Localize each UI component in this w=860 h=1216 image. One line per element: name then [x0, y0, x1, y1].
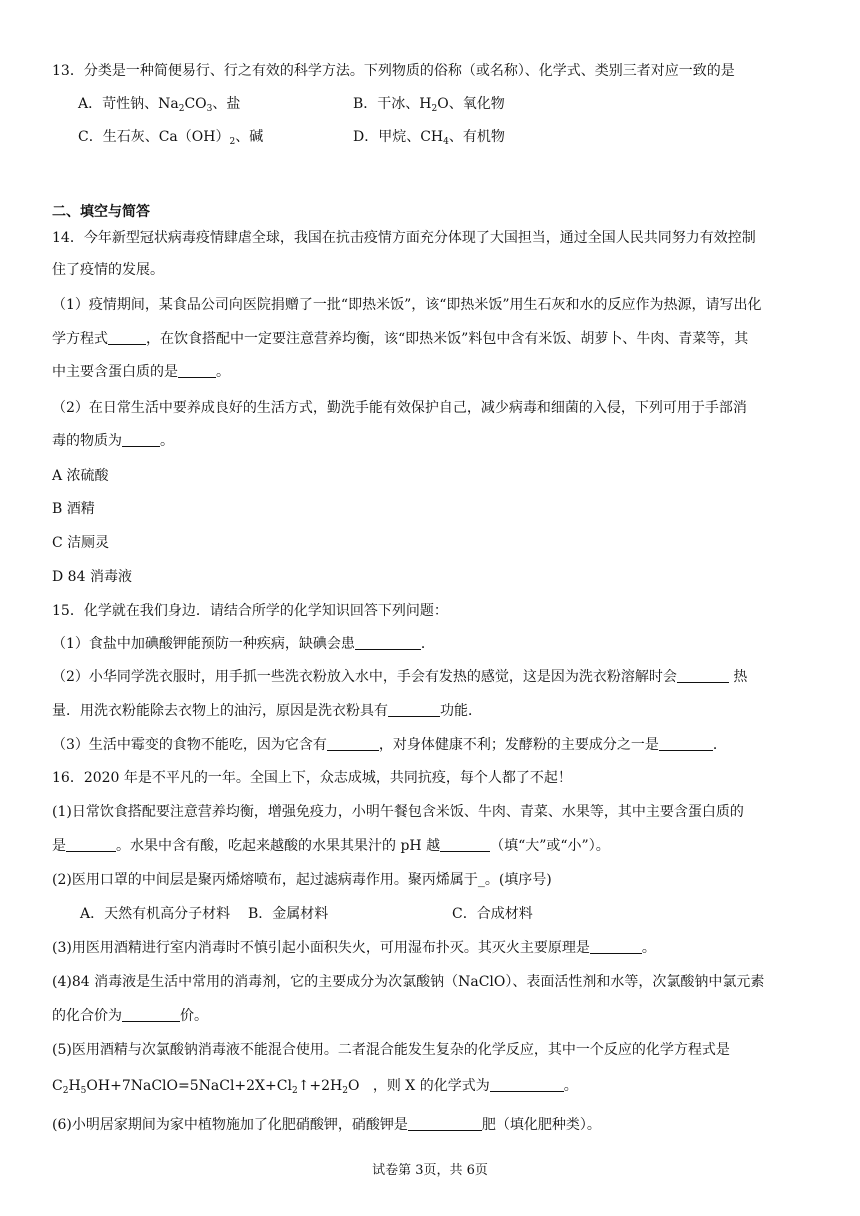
q14-part1-line1: （1）疫情期间，某食品公司向医院捐赠了一批“即热米饭”，该“即热米饭”用生石灰和水的反应作为热源，请写出化: [52, 297, 762, 313]
q16-stem: 16．2020 年是不平凡的一年。全国上下，众志成城，共同抗疫，每个人都了不起！: [52, 770, 572, 786]
q16-part2-option-c: C．合成材料: [452, 906, 533, 922]
answer-blank[interactable]: [490, 1076, 564, 1092]
answer-blank[interactable]: [66, 836, 116, 852]
q16-part5-line2: $C_2H_5OH+7NaClO=5NaCl+2X+Cl_2↑+2H_2O$ ，则 X 的化学式为 。: [52, 1078, 578, 1096]
page-footer: 试卷第 3页，共 6页: [372, 1163, 488, 1178]
q14-choice-c: C 洁厕灵: [52, 535, 110, 551]
q16-part4-line2: 的化合价为 价。: [52, 1008, 208, 1024]
q14-stem-line1: 14．今年新型冠状病毒疫情肆虐全球，我国在抗击疫情方面充分体现了大国担当，通过全国人民共同努力有效控制: [52, 230, 756, 246]
section-heading: 二、填空与简答: [52, 204, 150, 220]
q16-part2-option-b: B．金属材料: [248, 906, 329, 922]
answer-blank[interactable]: [108, 329, 146, 345]
q16-part5-line1: (5)医用酒精与次氯酸钠消毒液不能混合使用。二者混合能发生复杂的化学反应，其中一个反应的化学方程式是: [52, 1042, 730, 1058]
answer-blank[interactable]: [388, 701, 440, 717]
answer-blank[interactable]: [327, 735, 379, 751]
q13-stem: 13．分类是一种简便易行、行之有效的科学方法。下列物质的俗称（或名称）、化学式、类别三者对应一致的是: [52, 63, 735, 79]
answer-blank[interactable]: [590, 938, 642, 954]
q15-part2-line1: （2）小华同学洗衣服时，用手抓一些洗衣粉放入水中，手会有发热的感觉，这是因为洗衣粉溶解时会 热: [52, 669, 748, 685]
q13-option-c: C．生石灰、$Ca(OH)_2$、碱: [78, 129, 264, 147]
answer-blank[interactable]: [355, 634, 421, 650]
answer-blank[interactable]: [440, 836, 490, 852]
q16-part3: (3)用医用酒精进行室内消毒时不慎引起小面积失火，可用湿布扑灭。其灭火主要原理是 。: [52, 940, 656, 956]
q15-stem: 15．化学就在我们身边．请结合所学的化学知识回答下列问题：: [52, 603, 448, 619]
q14-choice-d: D 84 消毒液: [52, 569, 132, 585]
q15-part1: （1）食盐中加碘酸钾能预防一种疾病，缺碘会患 ．: [52, 636, 435, 652]
q16-part6: (6)小明居家期间为家中植物施加了化肥硝酸钾，硝酸钾是 肥（填化肥种类）。: [52, 1117, 601, 1133]
answer-blank[interactable]: [659, 735, 713, 751]
q14-stem-line2: 住了疫情的发展。: [52, 262, 164, 278]
q16-part1-line1: (1)日常饮食搭配要注意营养均衡，增强免疫力，小明午餐包含米饭、牛肉、青菜、水果等，其中主要含蛋白质的: [52, 804, 744, 820]
answer-blank[interactable]: [122, 431, 160, 447]
answer-blank[interactable]: [677, 667, 729, 683]
q13-option-b: B．干冰、$H_2O$、氧化物: [353, 96, 505, 114]
q14-part1-line2: 学方程式 ，在饮食搭配中一定要注意营养均衡，该“即热米饭”料包中含有米饭、胡萝卜、牛肉、青菜等，其: [52, 331, 749, 347]
q16-part2-option-a: A．天然有机高分子材料: [80, 906, 231, 922]
q15-part2-line2: 量．用洗衣粉能除去衣物上的油污，原因是洗衣粉具有 功能．: [52, 703, 482, 719]
q13-option-a: A．苛性钠、$Na_2CO_3$、盐: [78, 96, 241, 114]
q16-part1-line2: 是 。水果中含有酸，吃起来越酸的水果其果汁的 pH 越 （填“大”或“小”）。: [52, 838, 610, 854]
chemical-equation: $C_2H_5OH+7NaClO=5NaCl+2X+Cl_2↑+2H_2O$: [52, 1078, 360, 1096]
q16-part2: (2)医用口罩的中间层是聚丙烯熔喷布，起过滤病毒作用。聚丙烯属于_。(填序号): [52, 872, 552, 888]
q14-choice-b: B 酒精: [52, 501, 95, 517]
q14-part2-line1: （2）在日常生活中要养成良好的生活方式，勤洗手能有效保护自己，减少病毒和细菌的入侵，下列可用于手部消: [52, 400, 747, 416]
answer-blank[interactable]: [178, 362, 216, 378]
q14-part1-line3: 中主要含蛋白质的是 。: [52, 364, 230, 380]
q14-choice-a: A 浓硫酸: [52, 468, 109, 484]
answer-blank[interactable]: [122, 1006, 180, 1022]
q14-part2-line2: 毒的物质为 。: [52, 433, 174, 449]
q16-part4-line1: (4)84 消毒液是生活中常用的消毒剂，它的主要成分为次氯酸钠（NaClO）、表面活性剂和水等，次氯酸钠中氯元素: [52, 974, 765, 990]
q13-option-d: D．甲烷、$CH_4$、有机物: [353, 129, 505, 147]
q15-part3: （3）生活中霉变的食物不能吃，因为它含有 ，对身体健康不利；发酵粉的主要成分之一是 ．: [52, 737, 727, 753]
answer-blank[interactable]: [408, 1115, 482, 1131]
